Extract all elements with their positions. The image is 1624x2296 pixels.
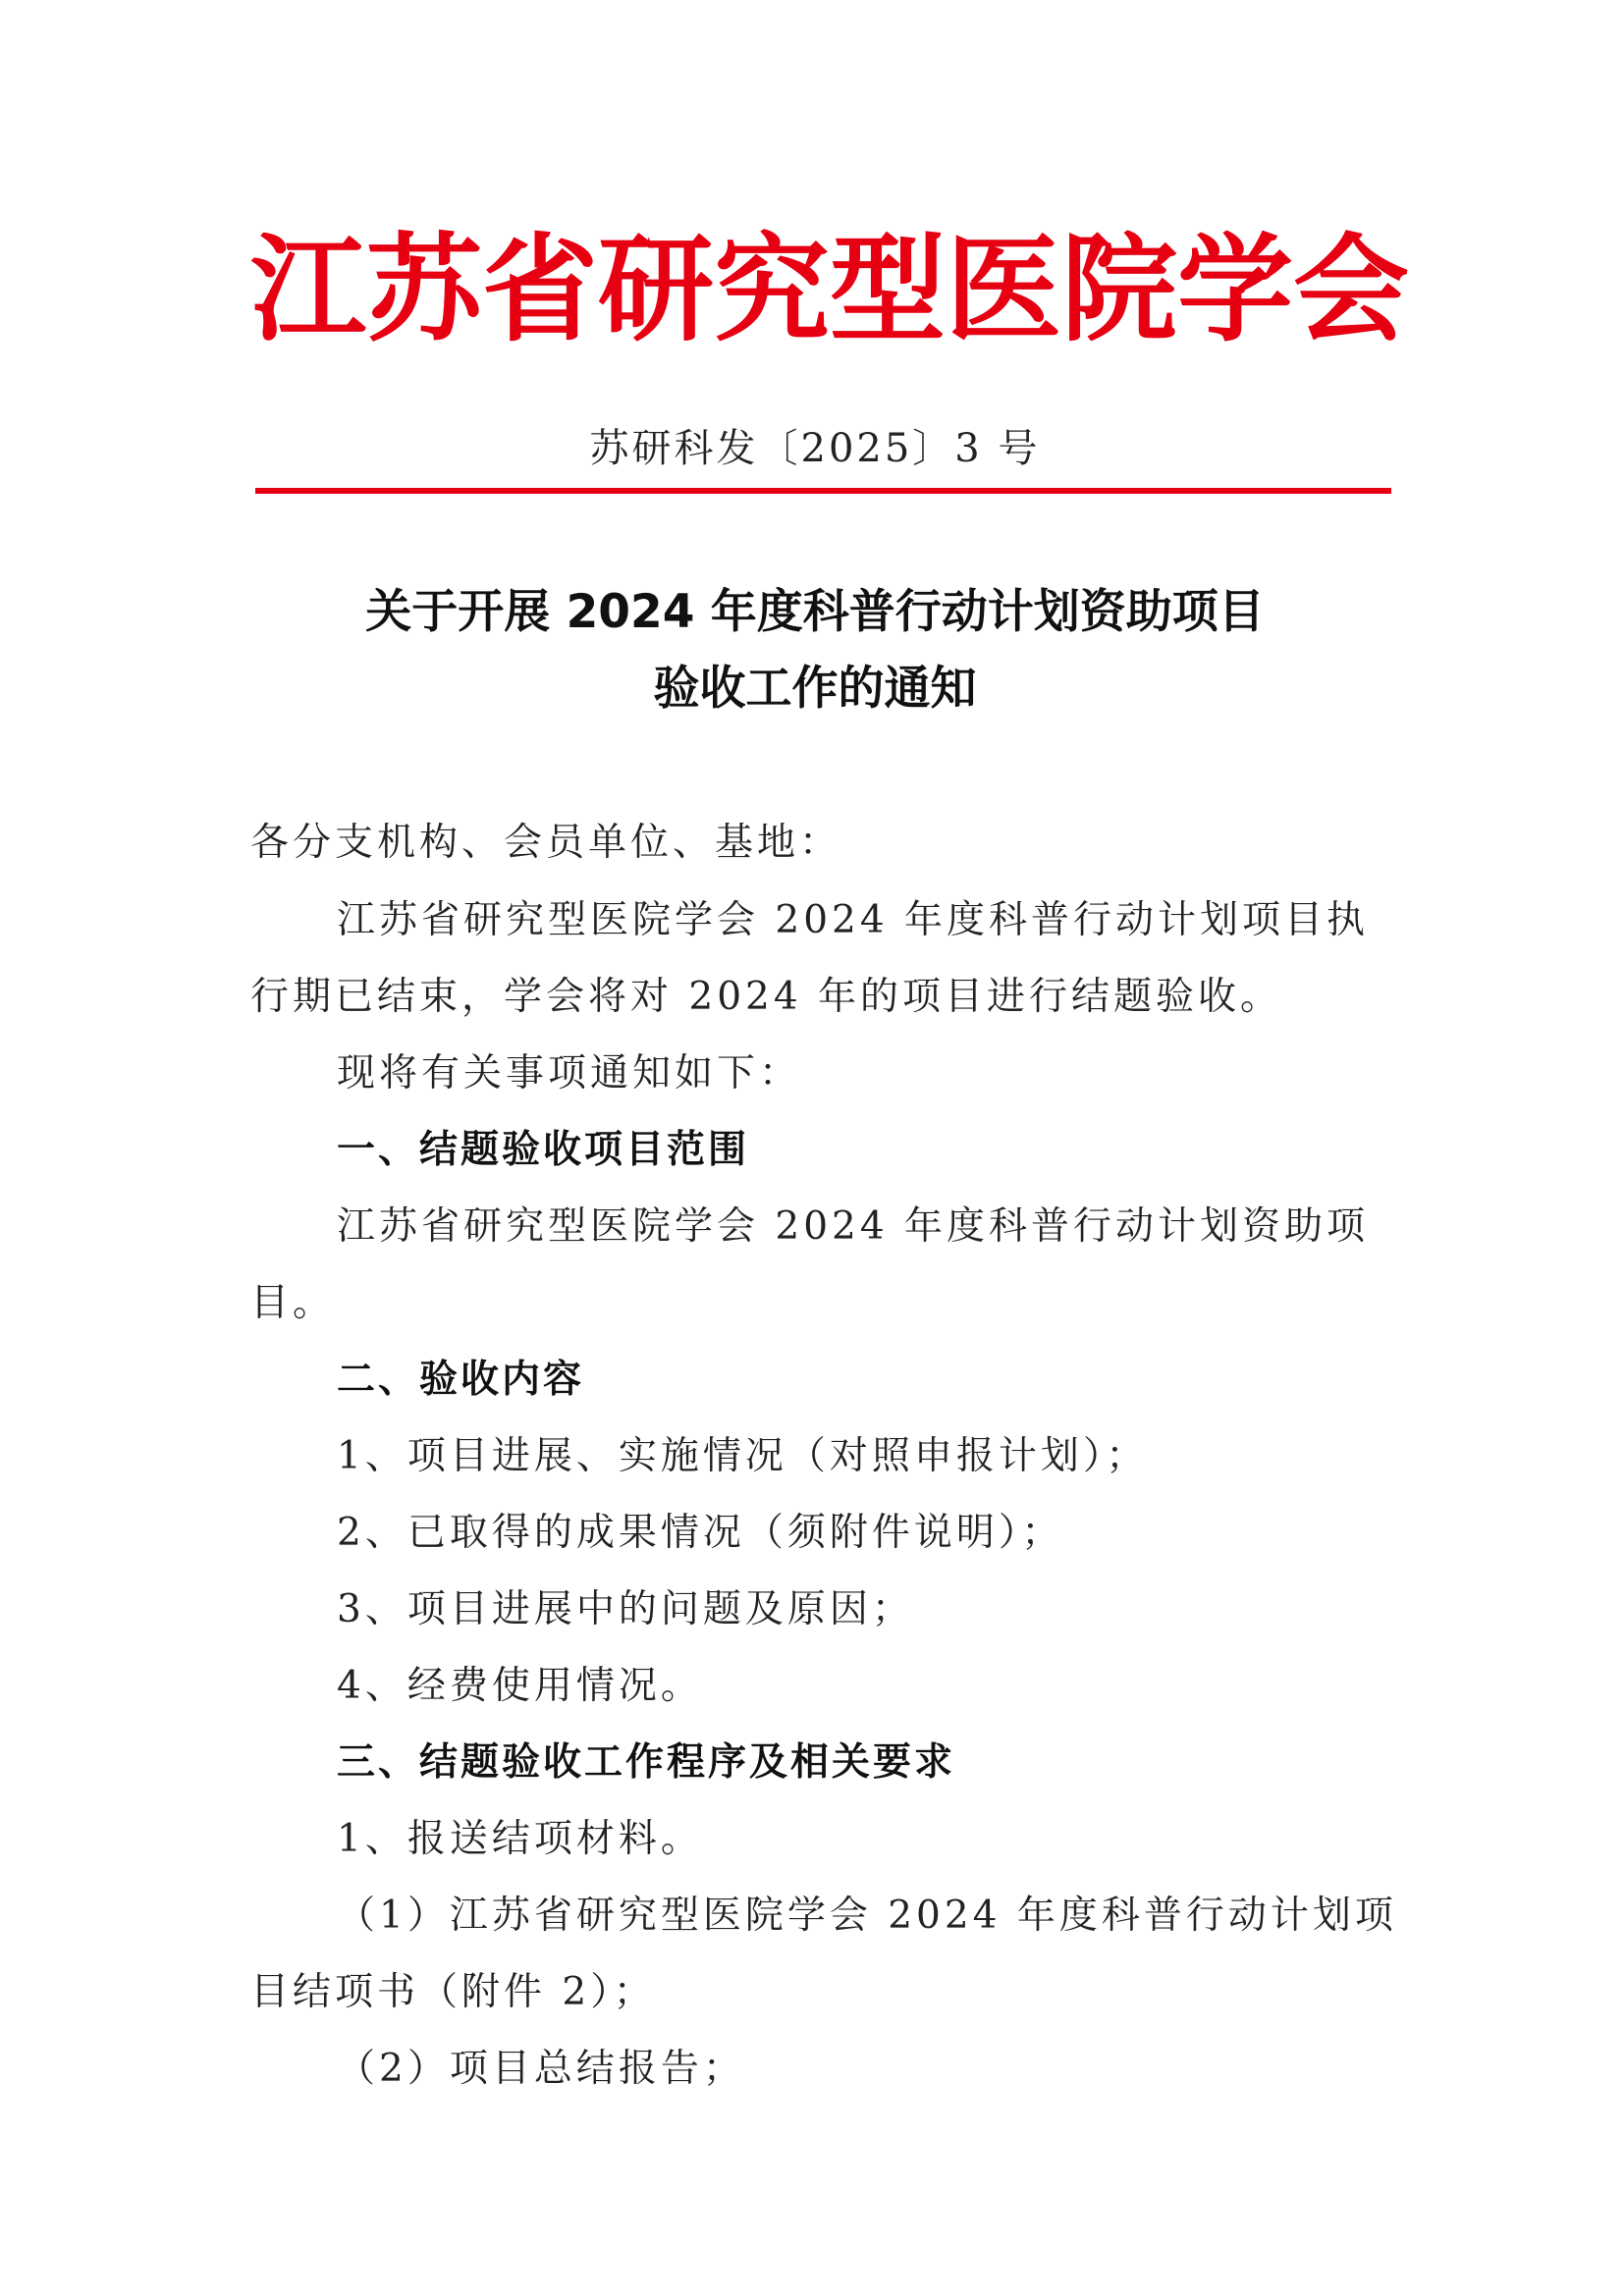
intro-paragraph-line-2: 行期已结束，学会将对 2024 年的项目进行结题验收。 (250, 975, 1283, 1019)
red-separator-line (255, 488, 1391, 494)
document-number: 苏研科发〔2025〕3 号 (589, 426, 1041, 471)
masthead-org-name: 江苏省研究型医院学会 (249, 221, 1409, 357)
salutation: 各分支机构、会员单位、基地： (250, 821, 842, 865)
intro-paragraph-line-1: 江苏省研究型医院学会 2024 年度科普行动计划项目执 (337, 898, 1370, 942)
section-3-sub-1-line-1: （1）江苏省研究型医院学会 2024 年度科普行动计划项 (337, 1894, 1397, 1938)
section-3-heading: 三、结题验收工作程序及相关要求 (337, 1740, 956, 1785)
notice-title-line-2: 验收工作的通知 (653, 662, 977, 716)
section-1-text-line-2: 目。 (250, 1281, 336, 1325)
section-3-sub-2: （2）项目总结报告； (337, 2047, 745, 2091)
list-item: 3、项目进展中的问题及原因； (337, 1587, 914, 1631)
section-1-heading: 一、结题验收项目范围 (337, 1128, 750, 1172)
notice-title-line-1: 关于开展 2024 年度科普行动计划资助项目 (365, 585, 1265, 639)
section-2-heading: 二、验收内容 (337, 1358, 585, 1402)
list-item: 4、经费使用情况。 (337, 1664, 703, 1708)
section-1-text-line-1: 江苏省研究型医院学会 2024 年度科普行动计划资助项 (337, 1204, 1370, 1249)
list-item: 1、项目进展、实施情况（对照申报计划）； (337, 1434, 1149, 1478)
section-3-step-1: 1、报送结项材料。 (337, 1817, 703, 1861)
notice-lead: 现将有关事项通知如下： (337, 1051, 802, 1095)
section-3-sub-1-line-2: 目结项书（附件 2）； (250, 1970, 656, 2014)
list-item: 2、已取得的成果情况（须附件说明）； (337, 1511, 1064, 1555)
